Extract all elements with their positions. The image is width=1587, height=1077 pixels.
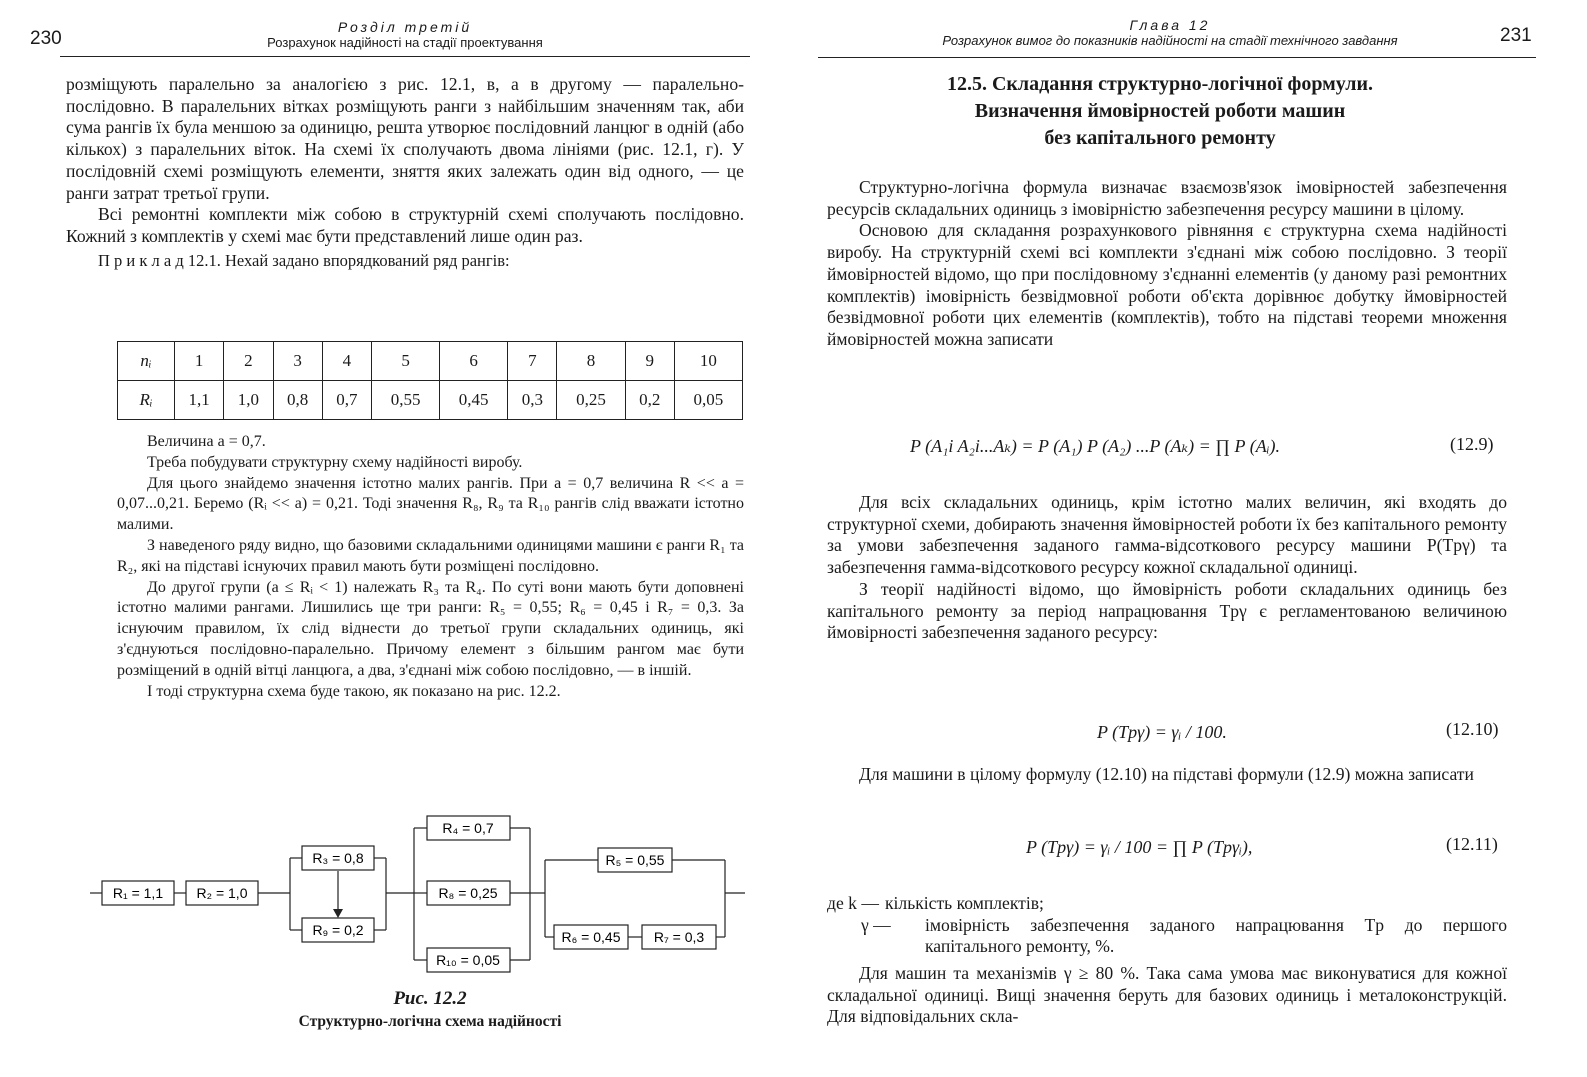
svg-text:R₉ = 0,2: R₉ = 0,2 — [312, 922, 364, 938]
equation-number: (12.11) — [1446, 834, 1498, 854]
equation-12-10: P (Tрγ) = γᵢ / 100. — [1097, 722, 1227, 742]
table-cell: 0,45 — [440, 381, 508, 420]
svg-text:R₁₀ = 0,05: R₁₀ = 0,05 — [436, 952, 500, 968]
table-cell: 0,3 — [508, 381, 557, 420]
svg-text:R₆ = 0,45: R₆ = 0,45 — [561, 929, 621, 945]
equation-number: (12.9) — [1450, 434, 1494, 454]
table-cell: 5 — [372, 342, 440, 381]
example-label: П р и к л а д 12.1. — [98, 250, 221, 270]
table-cell: 7 — [508, 342, 557, 381]
paragraph: Для всіх складальних одиниць, крім істотно малих величин, які входять до структурної схеми, добирають значення ймовірностей роботи їх без капітального ремонту за умови забезпечення заданого гамма-відсоткового ресурсу машини P(Tрγ) та забезпечення гамма-відсоткового ресурсу кожної складальної одиниці. — [827, 492, 1507, 578]
box-r7 — [642, 925, 716, 949]
running-header — [230, 19, 580, 50]
box-r5 — [598, 848, 672, 872]
example-intro — [66, 250, 744, 272]
svg-text:R₃ = 0,8: R₃ = 0,8 — [312, 850, 364, 866]
body-text-top — [66, 74, 744, 271]
table-cell: 1,0 — [224, 381, 273, 420]
svg-text:R₂ = 1,0: R₂ = 1,0 — [196, 885, 248, 901]
paragraph: Для машин та механізмів γ ≥ 80 %. Така сама умова має виконуватися для кожної складальної одиниці. Вищі значення беруть для базових одиниць і металоконструкцій. Для відповідальних скла- — [827, 963, 1507, 1027]
page-number: 231 — [1500, 25, 1532, 46]
svg-text:R₈ = 0,25: R₈ = 0,25 — [438, 885, 498, 901]
header-rule — [818, 57, 1536, 58]
table-row — [118, 342, 743, 381]
header-title: Розрахунок надійності на стадії проектування — [267, 35, 543, 50]
definition-symbol: γ — — [861, 914, 891, 935]
svg-text:R₁ = 1,1: R₁ = 1,1 — [112, 885, 164, 901]
reliability-diagram — [0, 805, 790, 990]
figure-number: Рис. 12.2 — [393, 988, 467, 1009]
paragraph: розміщують паралельно за аналогією з рис. 12.1, в, а в другому — паралельно-послідовно. В паралельних вітках розміщують ранги з найбільшим значенням так, аби сума рангів їх була меншою за одиницю, решта утворює послідовний ланцюг в одній (або кількох) з паралельних віток. На схемі їх сполучають двома лініями (рис. 12.1, г). У послідовній схемі розміщують елементи, зняття яких залежать один від одного, — це ранги затрат третьої групи. — [66, 74, 744, 203]
table-cell: 4 — [322, 342, 371, 381]
definitions — [827, 893, 1507, 958]
table-cell: 0,8 — [273, 381, 322, 420]
body-text-middle — [827, 492, 1507, 644]
equation-12-9: P (A₁i A₂i...Aₖ) = P (A₁) P (A₂) ...P (Aₖ) = ∏ P (Aᵢ). — [910, 436, 1281, 456]
table-cell: 0,7 — [322, 381, 371, 420]
paragraph: До другої групи (a ≤ Rᵢ < 1) належать R₃ та R₄. По суті вони мають бути доповнені істотно малими рангами. Лишились ще три ранги: R₅ = 0,55; R₆ = 0,45 і R₇ = 0,3. За існуючим правилом, їх слід віднести до третьої групи складальних одиниць, які з'єднуються послідовно-паралельно. Причому елемент з більшим рангом має бути розміщений в одній вітці ланцюга, а два, з'єднані між собою послідовно, — в іншій. — [117, 578, 744, 679]
box-r9 — [302, 918, 374, 942]
paragraph: Основою для складання розрахункового рівняння є структурна схема надійності виробу. На структурній схемі всі комплекти з'єднані між собою послідовно. З теорії ймовірностей відомо, що при послідовному з'єднанні елементів (у даному разі ремонтних комплектів) імовірність безвідмовної роботи об'єкта дорівнює добутку ймовірностей безвідмовної роботи цих елементів (комплектів), тобто на підставі теореми множення ймовірностей можна записати — [827, 220, 1507, 349]
equation-number: (12.10) — [1446, 719, 1499, 739]
body-text-bottom — [827, 963, 1507, 1028]
table-cell: 0,05 — [674, 381, 742, 420]
table-row-header: Rᵢ — [118, 381, 175, 420]
table-cell: 1,1 — [175, 381, 224, 420]
definition-gamma — [827, 915, 1507, 958]
example-body — [117, 432, 744, 702]
definition-text: імовірність забезпечення заданого напрацювання Tр до першого капітального ремонту, %. — [925, 914, 1507, 957]
box-r10 — [427, 948, 510, 972]
box-r2 — [186, 881, 258, 905]
paragraph: Для цього знайдемо значення істотно малих рангів. При a = 0,7 величина R << a = 0,07...0,21. Беремо (Rᵢ << a) = 0,21. Тоді значення R₈, R₉ та R₁₀ рангів слід вважати істотно малими. — [117, 474, 744, 534]
definition-text: кількість комплектів; — [885, 893, 1044, 913]
box-r1 — [102, 881, 174, 905]
title-line: без капітального ремонту — [1044, 127, 1276, 149]
svg-text:R₇ = 0,3: R₇ = 0,3 — [653, 929, 705, 945]
svg-text:R₅ = 0,55: R₅ = 0,55 — [605, 852, 665, 868]
page-number: 230 — [30, 28, 62, 49]
paragraph: Величина a = 0,7. — [147, 433, 266, 450]
figure-caption: Структурно-логічна схема надійності — [298, 1013, 562, 1030]
ranks-table — [117, 341, 743, 420]
header-section: Розділ третій — [337, 19, 473, 35]
svg-text:R₄ = 0,7: R₄ = 0,7 — [442, 820, 494, 836]
box-r4 — [427, 816, 510, 840]
table-cell: 2 — [224, 342, 273, 381]
equation-12-11: P (Tрγ) = γᵢ / 100 = ∏ P (Tрγᵢ), — [1026, 837, 1253, 857]
title-line: 12.5. Складання структурно-логічної формули. — [946, 73, 1374, 95]
table-cell: 8 — [557, 342, 625, 381]
table-cell: 0,25 — [557, 381, 625, 420]
table-cell: 9 — [625, 342, 674, 381]
running-header — [880, 17, 1460, 48]
paragraph: Для машини в цілому формулу (12.10) на підставі формули (12.9) можна записати — [859, 764, 1474, 784]
table-cell: 10 — [674, 342, 742, 381]
table-cell: 3 — [273, 342, 322, 381]
table-row-header: nᵢ — [118, 342, 175, 381]
table-cell: 0,2 — [625, 381, 674, 420]
body-text-eq11-intro — [827, 764, 1507, 786]
section-title — [830, 71, 1490, 152]
paragraph: Треба побудувати структурну схему надійності виробу. — [147, 453, 523, 471]
table-cell: 0,55 — [372, 381, 440, 420]
box-r6 — [554, 925, 628, 949]
box-r3 — [302, 846, 374, 870]
header-title: Розрахунок вимог до показників надійності на стадії технічного завдання — [942, 33, 1398, 48]
title-line: Визначення ймовірностей роботи машин — [974, 100, 1346, 122]
body-text-top — [827, 177, 1507, 351]
paragraph: І тоді структурна схема буде такою, як показано на рис. 12.2. — [147, 682, 561, 700]
right-page — [800, 0, 1587, 1077]
example-text: Нехай задано впорядкований ряд рангів: — [224, 250, 510, 270]
table-cell: 1 — [175, 342, 224, 381]
definition-symbol: де k — — [827, 893, 879, 913]
paragraph: Всі ремонтні комплекти між собою в структурній схемі сполучають послідовно. Кожний з комплектів у схемі має бути представлений лише один раз. — [66, 204, 744, 246]
paragraph: Структурно-логічна формула визначає взаємозв'язок імовірностей забезпечення ресурсів складальних одиниць з імовірністю забезпечення ресурсу машини в цілому. — [827, 177, 1507, 219]
header-rule — [60, 56, 750, 57]
left-page — [0, 0, 790, 1077]
paragraph: З наведеного ряду видно, що базовими складальними одиницями машини є ранги R₁ та R₂, які на підставі існуючих правил мають бути розміщені послідовно. — [117, 536, 744, 575]
paragraph: З теорії надійності відомо, що ймовірність роботи складальних одиниць без капітального ремонту за період напрацювання Tрγ є регламентованою величиною ймовірності забезпечення заданого ресурсу: — [827, 578, 1507, 643]
table-cell: 6 — [440, 342, 508, 381]
arrow-down-icon — [333, 909, 343, 918]
table-row — [118, 381, 743, 420]
box-r8 — [427, 881, 510, 905]
header-section: Глава 12 — [1129, 17, 1211, 33]
definition-k — [827, 893, 1507, 915]
